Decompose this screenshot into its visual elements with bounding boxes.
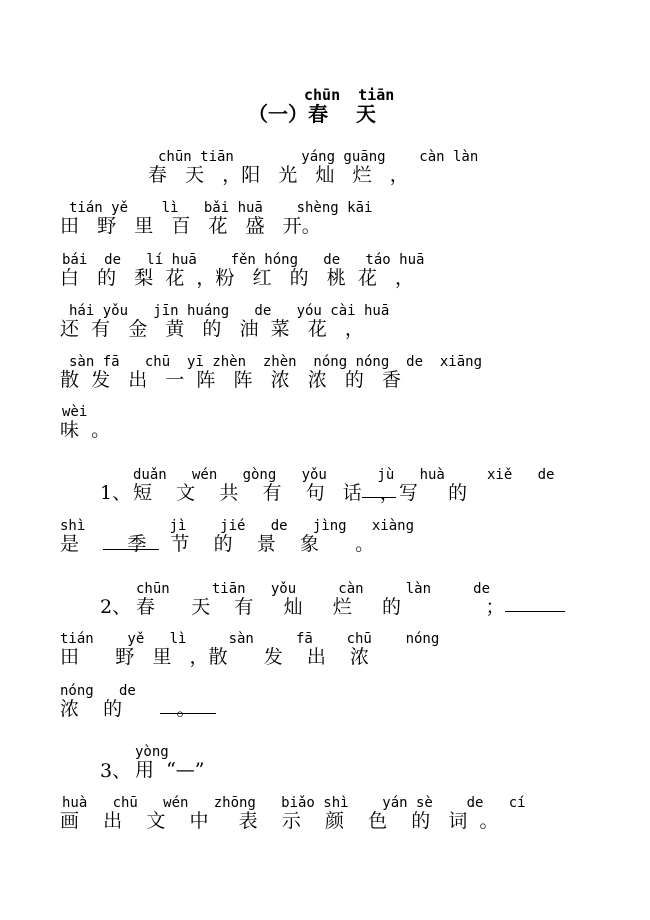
question-1-line-1-text: 短 文 共 有 句 话 ，写 的 [133, 482, 468, 504]
question-1-number: 1、 [100, 482, 132, 504]
passage-line-2-pinyin: tián yě lì bǎi huā shèng kāi [69, 200, 373, 216]
question-3-number: 3、 [100, 760, 132, 782]
passage-line-3-text: 白 的 梨 花 ，粉 红 的 桃 花 ， [60, 267, 414, 289]
question-1-line-1-pinyin: duǎn wén gòng yǒu jù huà xiě de [133, 467, 555, 483]
passage-line-3-pinyin: bái de lí huā fěn hóng de táo huā [62, 252, 425, 268]
passage-line-1-pinyin: chūn tiān yáng guāng càn làn [158, 149, 479, 165]
question-3-line-1-pinyin: yòng [135, 744, 169, 760]
question-2-blank-fragrance[interactable] [160, 713, 216, 714]
passage-line-5-text: 散 发 出 一 阵 阵 浓 浓 的 香 [60, 369, 401, 391]
title-text: （一）春 天 [248, 102, 376, 126]
question-1-line-2-text: 是 季 节 的 景 象 。 [60, 533, 375, 555]
question-3-line-1-text: 用 “—” [135, 759, 205, 781]
question-1-blank-sentences[interactable] [362, 497, 396, 498]
question-2-line-3-text: 浓 的 。 [60, 698, 196, 720]
question-2-line-1-text: 春 天 有 灿 烂 的 ； [136, 596, 505, 618]
question-2-line-1-pinyin: chūn tiān yǒu càn làn de [136, 581, 491, 597]
question-1-line-2-pinyin: shì jì jié de jìng xiàng [60, 518, 415, 534]
question-3-line-2-text: 画 出 文 中 表 示 颜 色 的 词 。 [60, 810, 499, 832]
question-2-line-2-pinyin: tián yě lì sàn fā chū nóng [60, 631, 440, 647]
passage-line-4-pinyin: hái yǒu jīn huáng de yóu cài huā [69, 303, 390, 319]
passage-line-6-text: 味 。 [60, 419, 111, 441]
passage-line-4-text: 还 有 金 黄 的 油 菜 花 ， [60, 318, 364, 340]
question-2-line-3-pinyin: nóng de [60, 683, 136, 699]
question-2-blank-spring[interactable] [505, 611, 565, 612]
passage-line-5-pinyin: sàn fā chū yī zhèn zhèn nóng nóng de xiāng [69, 354, 483, 370]
question-1-blank-season[interactable] [103, 549, 159, 550]
passage-line-2-text: 田 野 里 百 花 盛 开。 [60, 215, 321, 237]
question-2-number: 2、 [100, 596, 132, 618]
title-pinyin: chūn tiān [304, 86, 395, 104]
question-2-line-2-text: 田 野 里 ，散 发 出 浓 [60, 646, 370, 668]
passage-line-1-text: 春 天 ，阳 光 灿 烂 ， [148, 164, 409, 186]
question-3-line-2-pinyin: huà chū wén zhōng biǎo shì yán sè de cí [62, 795, 526, 811]
passage-line-6-pinyin: wèi [62, 404, 88, 420]
